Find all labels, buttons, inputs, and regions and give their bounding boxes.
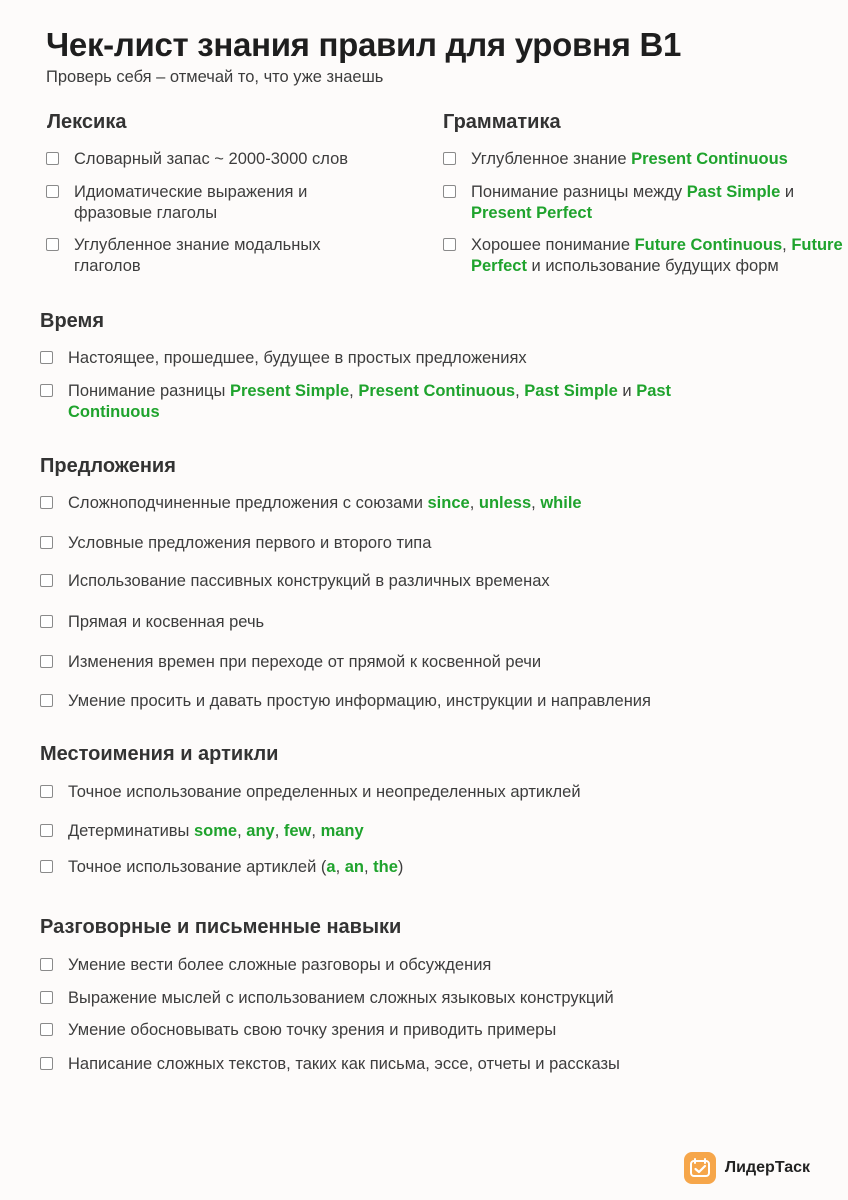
checklist-item[interactable] bbox=[40, 782, 820, 803]
item-text bbox=[68, 1020, 556, 1041]
item-text-part: , bbox=[274, 822, 284, 840]
checkbox[interactable] bbox=[443, 185, 456, 198]
item-text-part: , bbox=[237, 822, 247, 840]
item-text bbox=[68, 612, 264, 633]
section-title-pronouns: Местоимения и артикли bbox=[40, 743, 279, 765]
checkbox[interactable] bbox=[40, 991, 53, 1004]
item-text-part: Сложноподчиненные предложения с союзами bbox=[68, 494, 428, 512]
item-text-part: Хорошее понимание bbox=[471, 236, 635, 254]
item-text bbox=[74, 182, 384, 224]
checklist-item[interactable] bbox=[46, 235, 396, 277]
item-text-part: Словарный запас ~ 2000-3000 слов bbox=[74, 150, 349, 168]
item-text-part: , bbox=[311, 822, 321, 840]
highlighted-term: some bbox=[194, 822, 238, 840]
checkbox[interactable] bbox=[46, 238, 59, 251]
section-title-sentences: Предложения bbox=[40, 455, 176, 477]
item-text-part: , bbox=[782, 236, 792, 254]
highlighted-term: Future Continuous bbox=[634, 236, 783, 254]
item-text bbox=[68, 857, 403, 878]
calendar-check-icon bbox=[684, 1152, 716, 1184]
item-text-part: Условные предложения первого и второго типа bbox=[68, 534, 432, 552]
highlighted-term: a bbox=[326, 858, 336, 876]
item-text bbox=[68, 821, 364, 842]
item-text-part: и bbox=[617, 382, 637, 400]
checkbox[interactable] bbox=[46, 152, 59, 165]
checklist-item[interactable] bbox=[40, 821, 820, 842]
checklist-item[interactable] bbox=[40, 571, 820, 592]
checklist-item[interactable] bbox=[40, 691, 830, 712]
checklist-item[interactable] bbox=[443, 149, 845, 170]
item-text bbox=[471, 182, 843, 224]
checklist-item[interactable] bbox=[46, 149, 396, 170]
item-text-part: , bbox=[364, 858, 374, 876]
item-text-part: ) bbox=[397, 858, 404, 876]
item-text-part: , bbox=[515, 382, 525, 400]
highlighted-term: unless bbox=[478, 494, 532, 512]
section-title-skills: Разговорные и письменные навыки bbox=[40, 916, 402, 938]
checkbox[interactable] bbox=[40, 785, 53, 798]
highlighted-term: the bbox=[373, 858, 398, 876]
highlighted-term: Past Simple bbox=[524, 382, 618, 400]
item-text-part: Умение вести более сложные разговоры и обсуждения bbox=[68, 956, 492, 974]
item-text-part: Точное использование определенных и неопределенных артиклей bbox=[68, 783, 581, 801]
checkbox[interactable] bbox=[40, 1023, 53, 1036]
checkbox[interactable] bbox=[40, 496, 53, 509]
checklist-item[interactable] bbox=[40, 1054, 830, 1075]
item-text-part: Написание сложных текстов, таких как письма, эссе, отчеты и рассказы bbox=[68, 1055, 620, 1073]
item-text bbox=[68, 782, 581, 803]
checkbox[interactable] bbox=[40, 824, 53, 837]
highlighted-term: an bbox=[344, 858, 364, 876]
item-text-part: Идиоматические выражения и фразовые глаголы bbox=[74, 183, 308, 222]
checklist-item[interactable] bbox=[40, 493, 820, 514]
checkbox[interactable] bbox=[40, 1057, 53, 1070]
checkbox[interactable] bbox=[40, 384, 53, 397]
item-text bbox=[74, 235, 384, 277]
item-text bbox=[68, 571, 550, 592]
highlighted-term: many bbox=[320, 822, 364, 840]
item-text bbox=[471, 149, 788, 170]
item-text-part: и использование будущих форм bbox=[526, 257, 779, 275]
brand-name: ЛидерТаск bbox=[724, 1159, 810, 1176]
checklist-item[interactable] bbox=[40, 348, 800, 369]
checkbox[interactable] bbox=[40, 958, 53, 971]
item-text bbox=[68, 1054, 620, 1075]
item-text-part: Понимание разницы bbox=[68, 382, 230, 400]
checklist-item[interactable] bbox=[40, 652, 820, 673]
checkbox[interactable] bbox=[443, 238, 456, 251]
highlighted-term: while bbox=[540, 494, 582, 512]
checklist-item[interactable] bbox=[40, 988, 820, 1009]
highlighted-term: Past Simple bbox=[686, 183, 781, 201]
highlighted-term: Future Perfect bbox=[471, 236, 843, 275]
checklist-item[interactable] bbox=[40, 857, 820, 878]
highlighted-term: any bbox=[246, 822, 275, 840]
item-text-part: Детерминативы bbox=[68, 822, 194, 840]
item-text-part: и bbox=[780, 183, 795, 201]
item-text bbox=[74, 149, 348, 170]
checkbox[interactable] bbox=[40, 351, 53, 364]
highlighted-term: few bbox=[283, 822, 312, 840]
page-title: Чек-лист знания правил для уровня B1 bbox=[46, 26, 682, 63]
item-text bbox=[68, 348, 527, 369]
section-title-lexics: Лексика bbox=[47, 111, 127, 133]
checklist-item[interactable] bbox=[40, 1020, 820, 1041]
item-text bbox=[68, 988, 614, 1009]
item-text bbox=[68, 533, 431, 554]
item-text-part: Умение просить и давать простую информацию, инструкции и направления bbox=[68, 692, 651, 710]
checklist-item[interactable] bbox=[443, 182, 845, 224]
item-text-part: Углубленное знание bbox=[471, 150, 632, 168]
item-text bbox=[68, 381, 738, 423]
item-text bbox=[68, 652, 541, 673]
item-text-part: Точное использование артиклей ( bbox=[68, 858, 327, 876]
highlighted-term: since bbox=[427, 494, 470, 512]
checkbox[interactable] bbox=[40, 694, 53, 707]
item-text-part: Прямая и косвенная речь bbox=[68, 613, 265, 631]
item-text bbox=[68, 493, 582, 514]
item-text-part: Использование пассивных конструкций в различных временах bbox=[68, 572, 550, 590]
checkbox[interactable] bbox=[40, 574, 53, 587]
checkbox[interactable] bbox=[40, 536, 53, 549]
checklist-item[interactable] bbox=[40, 612, 820, 633]
section-title-grammar: Грамматика bbox=[443, 111, 561, 133]
page-subtitle: Проверь себя – отмечай то, что уже знаешь bbox=[46, 68, 384, 86]
checklist-item[interactable] bbox=[443, 235, 845, 277]
checklist-item[interactable] bbox=[40, 381, 800, 423]
highlighted-term: Present Continuous bbox=[631, 150, 788, 168]
item-text-part: Умение обосновывать свою точку зрения и приводить примеры bbox=[68, 1021, 557, 1039]
checklist-item[interactable] bbox=[46, 182, 396, 224]
item-text-part: Изменения времен при переходе от прямой к косвенной речи bbox=[68, 653, 542, 671]
checkbox[interactable] bbox=[40, 615, 53, 628]
item-text-part: Углубленное знание модальных глаголов bbox=[74, 236, 321, 275]
item-text bbox=[471, 235, 845, 277]
highlighted-term: Past Continuous bbox=[68, 382, 672, 421]
item-text-part: Понимание разницы между bbox=[471, 183, 687, 201]
item-text-part: Выражение мыслей с использованием сложных языковых конструкций bbox=[68, 989, 614, 1007]
highlighted-term: Present Continuous bbox=[358, 382, 516, 400]
item-text-part: Настоящее, прошедшее, будущее в простых предложениях bbox=[68, 349, 527, 367]
section-title-tenses: Время bbox=[40, 310, 104, 332]
item-text-part: , bbox=[349, 382, 359, 400]
item-text-part: , bbox=[335, 858, 345, 876]
checkbox[interactable] bbox=[40, 655, 53, 668]
checkbox[interactable] bbox=[40, 860, 53, 873]
item-text bbox=[68, 691, 651, 712]
checklist-item[interactable] bbox=[40, 955, 820, 976]
highlighted-term: Present Perfect bbox=[471, 204, 593, 222]
checkbox[interactable] bbox=[46, 185, 59, 198]
item-text bbox=[68, 955, 491, 976]
brand-logo-block bbox=[684, 1152, 810, 1184]
item-text-part: , bbox=[531, 494, 541, 512]
highlighted-term: Present Simple bbox=[229, 382, 350, 400]
item-text-part: , bbox=[469, 494, 479, 512]
checkbox[interactable] bbox=[443, 152, 456, 165]
checklist-item[interactable] bbox=[40, 533, 820, 554]
